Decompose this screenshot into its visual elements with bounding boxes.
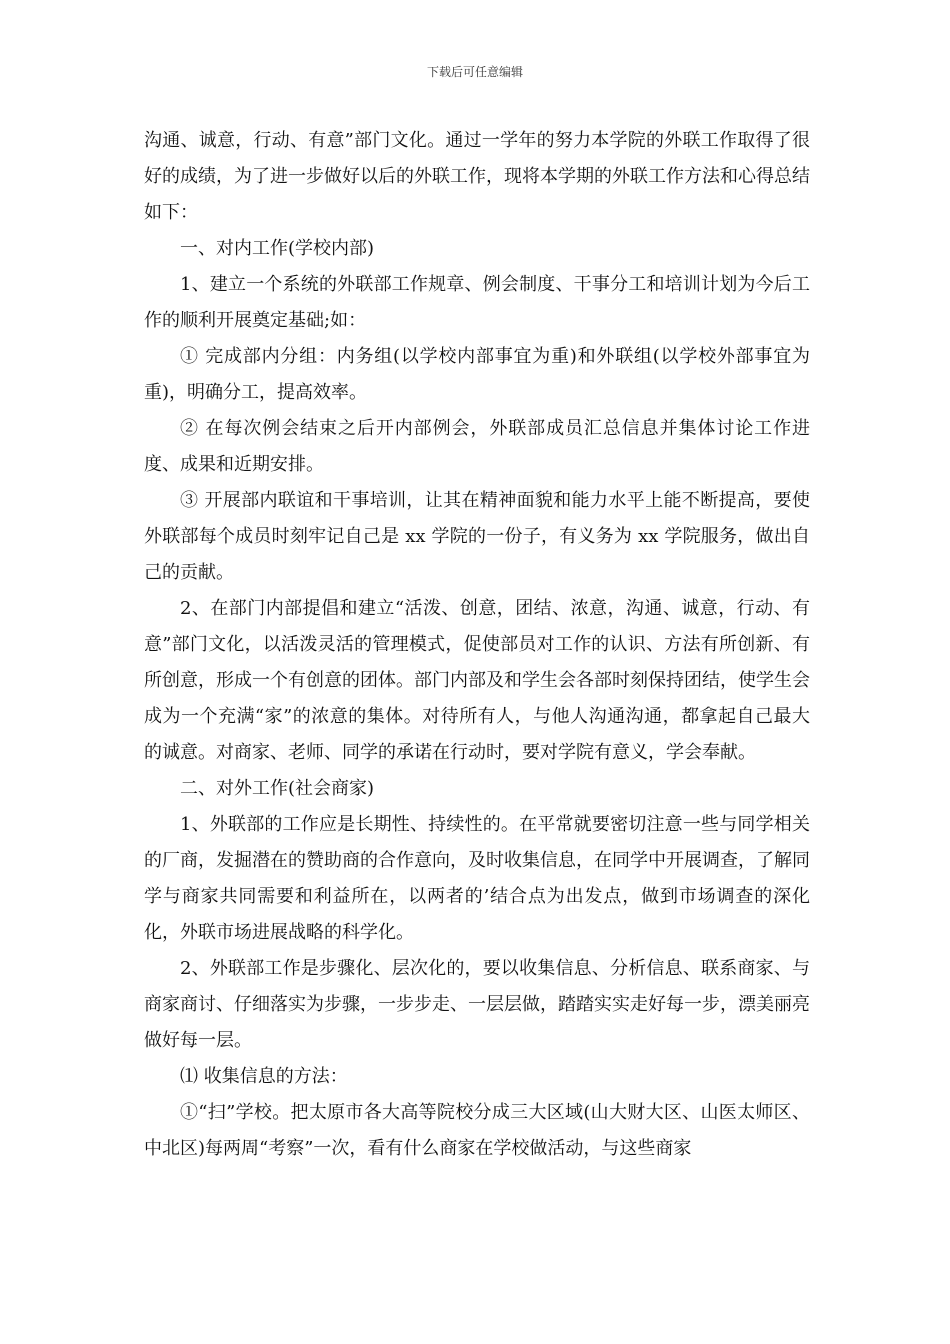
list-item-scan-schools: ①“扫”学校。把太原市各大高等院校分成三大区域(山大财大区、山医太师区、中北区)每两周“考察”一次，看有什么商家在学校做活动，与这些商家 xyxy=(144,1102,810,1159)
paragraph-culture: 2、在部门内部提倡和建立“活泼、创意，团结、浓意，沟通、诚意，行动、有意”部门文化，以活泼灵活的管理模式，促使部员对工作的认识、方法有所创新、有所创意，形成一个有创意的团体。部门内部及和学生会各部时刻保持团结，使学生会成为一个充满“家”的浓意的集体。对待所有人，与他人沟通沟通，都拿起自己最大的诚意。对商家、老师、同学的承诺在行动时，要对学院有意义，学会奉献。 xyxy=(144,598,810,763)
list-item-2: ② 在每次例会结束之后开内部例会，外联部成员汇总信息并集体讨论工作进度、成果和近期安排。 xyxy=(144,418,810,475)
subheading-collect-info: ⑴ 收集信息的方法： xyxy=(180,1066,348,1087)
section-heading-external: 二、对外工作(社会商家) xyxy=(180,778,375,799)
list-item-3: ③ 开展部内联谊和干事培训，让其在精神面貌和能力水平上能不断提高，要使外联部每个成员时刻牢记自己是 xx 学院的一份子，有义务为 xx 学院服务，做出自己的贡献。 xyxy=(144,490,810,583)
paragraph-rules: 1、建立一个系统的外联部工作规章、例会制度、干事分工和培训计划为今后工作的顺利开展奠定基础;如： xyxy=(144,274,810,331)
page-header: 下载后可任意编辑 xyxy=(426,65,523,79)
section-heading-internal: 一、对内工作(学校内部) xyxy=(180,238,375,259)
list-item-1: ① 完成部内分组：内务组(以学校内部事宜为重)和外联组(以学校外部事宜为重)，明确分工，提高效率。 xyxy=(144,346,810,403)
paragraph-steps: 2、外联部工作是步骤化、层次化的，要以收集信息、分析信息、联系商家、与商家商讨、仔细落实为步骤，一步步走、一层层做，踏踏实实走好每一步，漂美丽亮做好每一层。 xyxy=(144,958,810,1051)
paragraph-1: 沟通、诚意，行动、有意”部门文化。通过一学年的努力本学院的外联工作取得了很好的成绩，为了进一步做好以后的外联工作，现将本学期的外联工作方法和心得总结如下： xyxy=(144,130,810,223)
paragraph-long-term: 1、外联部的工作应是长期性、持续性的。在平常就要密切注意一些与同学相关的厂商，发掘潜在的赞助商的合作意向，及时收集信息，在同学中开展调查，了解同学与商家共同需要和利益所在，以两者的’结合点为出发点，做到市场调查的深化化，外联市场进展战略的科学化。 xyxy=(144,814,810,943)
document-body xyxy=(144,123,810,1167)
